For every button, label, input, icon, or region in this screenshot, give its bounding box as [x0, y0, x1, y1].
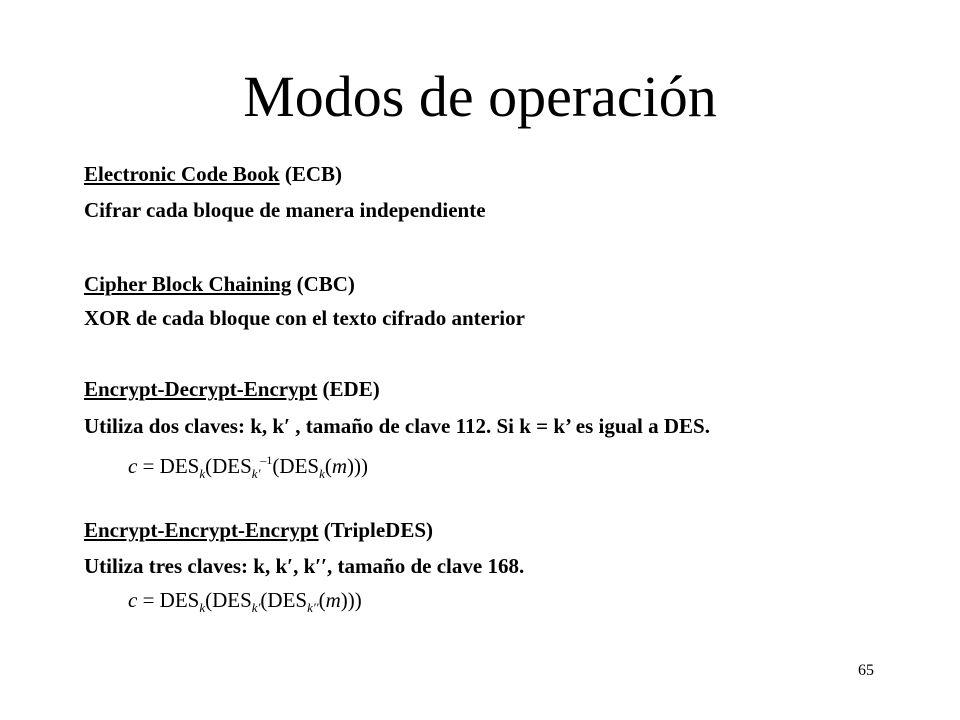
ede-abbr: (EDE) [317, 377, 380, 401]
ecb-description: Cifrar cada bloque de manera independiente [84, 198, 486, 222]
triple-formula: $c = DES_k(DES_{k'}(DES_{k''}(m)))$ [128, 588, 362, 615]
triple-heading [84, 516, 433, 544]
ecb-heading [84, 160, 342, 188]
ecb-name: Electronic Code Book [84, 162, 280, 186]
cbc-description: XOR de cada bloque con el texto cifrado anterior [84, 306, 525, 330]
ede-description: Utiliza dos claves: k, k′ , tamaño de clave 112. Si k = k’ es igual a DES. [84, 414, 710, 438]
triple-name: Encrypt-Encrypt-Encrypt [84, 518, 319, 542]
ede-heading [84, 375, 380, 403]
slide-title: Modos de operación [243, 64, 717, 129]
ede-name: Encrypt-Decrypt-Encrypt [84, 377, 318, 401]
triple-description: Utiliza tres claves: k, k′, k′′, tamaño de clave 168. [84, 554, 525, 578]
cbc-abbr: (CBC) [291, 272, 355, 296]
cbc-heading [84, 270, 355, 298]
ede-formula: $c = DES_k(DES_{k'}^{-1}(DES_k(m)))$ [128, 453, 369, 481]
page-number: 65 [858, 662, 874, 679]
triple-abbr: (TripleDES) [318, 518, 434, 542]
cbc-name: Cipher Block Chaining [84, 272, 292, 296]
ecb-abbr: (ECB) [279, 162, 343, 186]
